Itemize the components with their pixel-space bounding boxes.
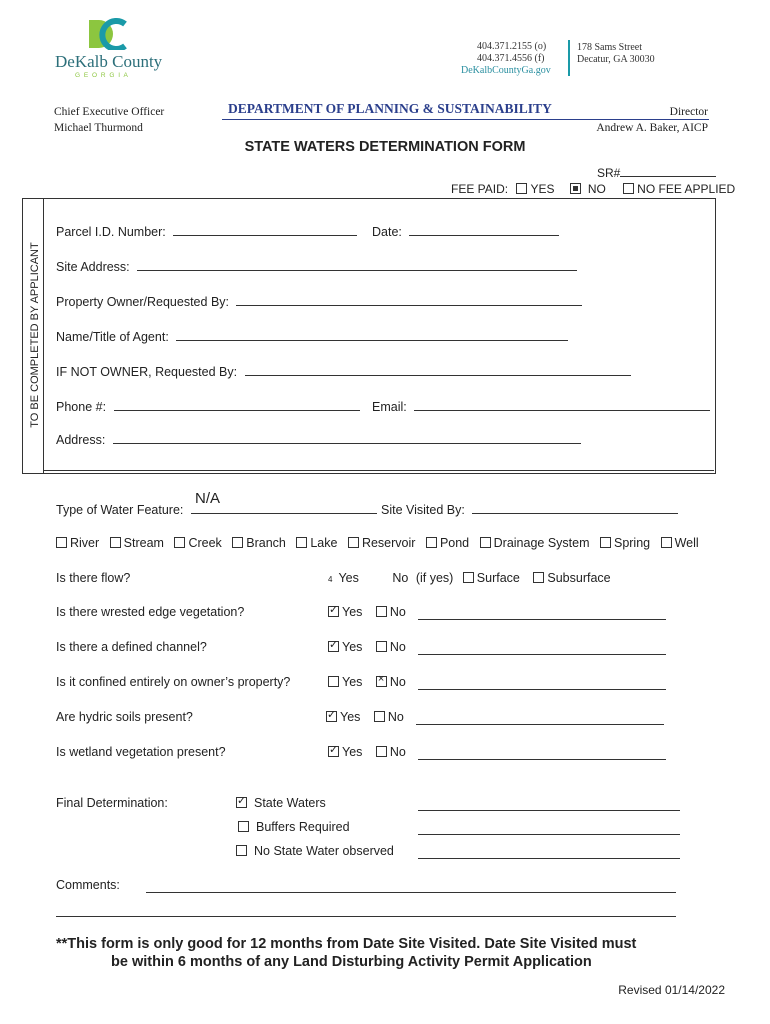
side-label: TO BE COMPLETED BY APPLICANT [29, 242, 41, 428]
channel-yes-label: Yes [342, 640, 363, 654]
notice-line-2: be within 6 months of any Land Disturbing Activity Permit Application [111, 954, 592, 970]
site-address-row [56, 258, 577, 274]
flow-question: Is there flow? [56, 571, 131, 585]
fee-paid-row [451, 182, 735, 196]
wrested-answers [328, 605, 406, 619]
logo-subtitle: G E O R G I A [75, 72, 129, 79]
phone-label: Phone #: [56, 400, 107, 414]
fee-no-label: NO [587, 182, 606, 196]
option-river: River [70, 536, 100, 550]
flow-yes-mark[interactable]: 4 [328, 575, 333, 584]
confined-question: Is it confined entirely on owner’s property? [56, 675, 291, 689]
agent-input[interactable] [176, 328, 568, 341]
fee-yes-label: YES [530, 182, 555, 196]
site-address-input[interactable] [137, 258, 577, 271]
confined-answers [328, 675, 406, 689]
hydric-answers [326, 710, 404, 724]
wetland-yes-label: Yes [342, 745, 363, 759]
sr-number[interactable] [597, 164, 716, 180]
wetland-yes-checkbox[interactable] [328, 746, 339, 757]
address-input[interactable] [113, 431, 581, 444]
date-row [372, 223, 559, 239]
header-rule [222, 119, 709, 120]
hydric-notes[interactable] [416, 712, 664, 725]
comments-line-1[interactable] [146, 880, 676, 893]
confined-no-label: No [389, 675, 406, 689]
feature-type-row [56, 501, 377, 517]
feature-type-value: N/A [195, 490, 221, 507]
parcel-label: Parcel I.D. Number: [56, 225, 166, 239]
surface-label: Surface [476, 571, 520, 585]
channel-no-checkbox[interactable] [376, 641, 387, 652]
agent-label: Name/Title of Agent: [56, 330, 169, 344]
ceo-name: Michael Thurmond [54, 122, 143, 134]
surface-checkbox[interactable] [463, 572, 474, 583]
option-spring: Spring [613, 536, 651, 550]
pond-checkbox[interactable] [426, 537, 437, 548]
phone-fax: 404.371.4556 (f) [477, 53, 545, 64]
state-waters-checkbox[interactable] [236, 797, 247, 808]
visited-by-label: Site Visited By: [381, 503, 465, 517]
hydric-yes-checkbox[interactable] [326, 711, 337, 722]
wrested-notes[interactable] [418, 607, 666, 620]
wetland-question: Is wetland vegetation present? [56, 745, 226, 759]
final-line-1[interactable] [418, 798, 680, 811]
lake-checkbox[interactable] [296, 537, 307, 548]
option-well: Well [674, 536, 699, 550]
parcel-row [56, 223, 357, 239]
notice-line-1: **This form is only good for 12 months from Date Site Visited. Date Site Visited must [56, 936, 637, 952]
option-branch: Branch [246, 536, 286, 550]
final-line-3[interactable] [418, 846, 680, 859]
flow-answers [328, 571, 611, 585]
email-label: Email: [372, 400, 407, 414]
dc-logo-icon [87, 18, 127, 50]
channel-yes-checkbox[interactable] [328, 641, 339, 652]
city-address: Decatur, GA 30030 [577, 54, 655, 65]
confined-notes[interactable] [418, 677, 666, 690]
hydric-no-label: No [387, 710, 404, 724]
visited-by-input[interactable] [472, 501, 678, 514]
confined-yes-label: Yes [342, 675, 363, 689]
final-line-2[interactable] [418, 822, 680, 835]
drainage-checkbox[interactable] [480, 537, 491, 548]
flow-yes-label: Yes [338, 571, 359, 585]
reservoir-checkbox[interactable] [348, 537, 359, 548]
owner-label: Property Owner/Requested By: [56, 295, 229, 309]
final-no-state [236, 844, 394, 858]
logo-name: DeKalb County [55, 52, 163, 71]
parcel-input[interactable] [173, 223, 357, 236]
buffers-checkbox[interactable] [238, 821, 249, 832]
department-name: DEPARTMENT OF PLANNING & SUSTAINABILITY [228, 101, 552, 116]
channel-answers [328, 640, 406, 654]
wrested-yes-label: Yes [342, 605, 363, 619]
feature-type-label: Type of Water Feature: [56, 503, 184, 517]
county-logo [55, 18, 165, 83]
sr-label: SR# [597, 166, 621, 180]
spring-checkbox[interactable] [600, 537, 611, 548]
branch-checkbox[interactable] [232, 537, 243, 548]
comments-line-2[interactable] [56, 904, 676, 917]
subsurface-label: Subsurface [547, 571, 611, 585]
owner-row [56, 293, 582, 309]
fee-none-label: NO FEE APPLIED [637, 182, 736, 196]
owner-input[interactable] [236, 293, 582, 306]
wrested-question: Is there wrested edge vegetation? [56, 605, 245, 619]
ceo-title: Chief Executive Officer [54, 106, 165, 118]
confined-yes-checkbox[interactable] [328, 676, 339, 687]
site-address-label: Site Address: [56, 260, 130, 274]
channel-question: Is there a defined channel? [56, 640, 207, 654]
state-waters-label: State Waters [254, 796, 326, 810]
flow-no-label: No [392, 571, 409, 585]
not-owner-input[interactable] [245, 363, 631, 376]
director-name: Andrew A. Baker, AICP [596, 122, 708, 134]
fee-label: FEE PAID: [451, 182, 509, 196]
confined-no-checkbox[interactable] [376, 676, 387, 687]
fee-none-checkbox[interactable] [623, 183, 634, 194]
wetland-no-label: No [389, 745, 406, 759]
river-checkbox[interactable] [56, 537, 67, 548]
stream-checkbox[interactable] [110, 537, 121, 548]
address-label: Address: [56, 433, 106, 447]
wetland-no-checkbox[interactable] [376, 746, 387, 757]
website-link[interactable]: DeKalbCountyGa.gov [461, 65, 551, 76]
option-reservoir: Reservoir [361, 536, 416, 550]
final-label: Final Determination: [56, 796, 168, 810]
not-owner-label: IF NOT OWNER, Requested By: [56, 365, 238, 379]
hydric-yes-label: Yes [340, 710, 361, 724]
no-state-checkbox[interactable] [236, 845, 247, 856]
buffers-label: Buffers Required [256, 820, 350, 834]
option-pond: Pond [439, 536, 470, 550]
visited-by-row [381, 501, 678, 517]
fee-no-checkbox[interactable] [570, 183, 581, 194]
agent-row [56, 328, 568, 344]
option-stream: Stream [123, 536, 164, 550]
section-bottom-rule [44, 470, 714, 471]
phone-input[interactable] [114, 398, 360, 411]
hydric-question: Are hydric soils present? [56, 710, 193, 724]
no-state-label: No State Water observed [254, 844, 394, 858]
wetland-notes[interactable] [418, 747, 666, 760]
channel-no-label: No [389, 640, 406, 654]
email-row [372, 398, 710, 414]
date-label: Date: [372, 225, 402, 239]
wrested-no-checkbox[interactable] [376, 606, 387, 617]
wrested-no-label: No [389, 605, 406, 619]
not-owner-row [56, 363, 631, 379]
fee-yes-checkbox[interactable] [516, 183, 527, 194]
final-state-waters [236, 796, 326, 810]
option-lake: Lake [310, 536, 338, 550]
final-buffers [238, 820, 350, 834]
street-address: 178 Sams Street [577, 42, 642, 53]
feature-options [56, 536, 699, 550]
feature-type-input[interactable] [191, 501, 377, 514]
wetland-answers [328, 745, 406, 759]
wrested-yes-checkbox[interactable] [328, 606, 339, 617]
creek-checkbox[interactable] [174, 537, 185, 548]
flow-ifyes-label: (if yes) [415, 571, 454, 585]
date-input[interactable] [409, 223, 559, 236]
well-checkbox[interactable] [661, 537, 672, 548]
channel-notes[interactable] [418, 642, 666, 655]
phone-row [56, 398, 360, 414]
header-divider [568, 40, 570, 76]
director-title: Director [669, 106, 708, 118]
subsurface-checkbox[interactable] [533, 572, 544, 583]
form-title: STATE WATERS DETERMINATION FORM [244, 139, 526, 155]
option-drainage: Drainage System [493, 536, 590, 550]
revised-date: Revised 01/14/2022 [618, 983, 725, 997]
option-creek: Creek [188, 536, 222, 550]
address-row [56, 431, 581, 447]
hydric-no-checkbox[interactable] [374, 711, 385, 722]
email-input[interactable] [414, 398, 710, 411]
comments-label: Comments: [56, 878, 120, 892]
phone-office: 404.371.2155 (o) [477, 41, 547, 52]
